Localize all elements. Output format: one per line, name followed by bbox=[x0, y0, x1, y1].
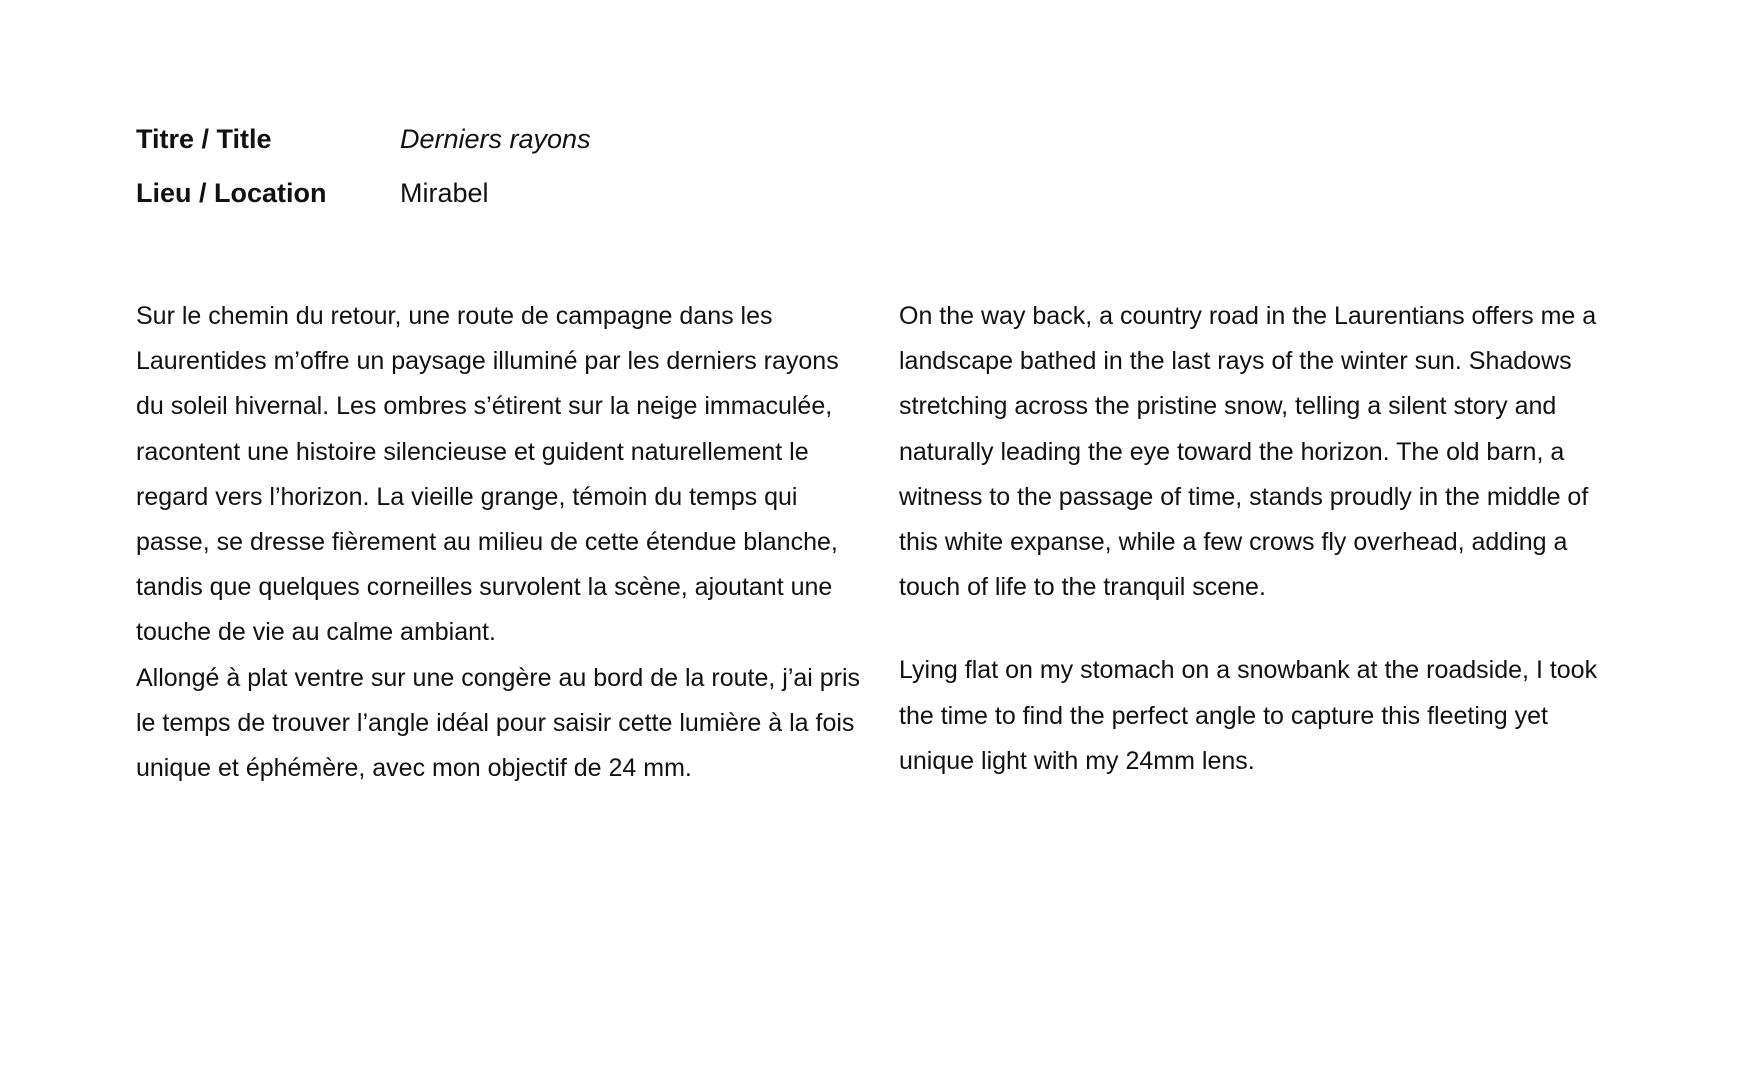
english-paragraph-2: Lying flat on my stomach on a snowbank at the roadside, I took the time to find the perfect angle to capture this fleeting yet unique light with my 24mm lens. bbox=[899, 656, 1598, 775]
french-paragraph-2: Allongé à plat ventre sur une congère au bord de la route, j’ai pris le temps de trouver l’angle idéal pour saisir cette lumière à la fois unique et éphémère, avec mon objectif de 24 mm. bbox=[136, 663, 861, 783]
location-value: Mirabel bbox=[400, 178, 489, 208]
title-label: Titre / Title bbox=[136, 124, 272, 154]
title-value: Derniers rayons bbox=[400, 124, 591, 154]
document-page bbox=[136, 124, 1636, 783]
location-row bbox=[136, 178, 1636, 232]
location-label: Lieu / Location bbox=[136, 178, 327, 208]
english-paragraph-1: On the way back, a country road in the Laurentians offers me a landscape bathed in the last rays of the winter sun. Shadows stretching across the pristine snow, telling a silent story and naturally leading the eye toward the horizon. The old barn, a witness to the passage of time, stands proudly in the middle of this white expanse, while a few crows fly overhead, adding a touch of life to the tranquil scene. bbox=[899, 302, 1597, 602]
french-paragraph-1: Sur le chemin du retour, une route de campagne dans les Laurentides m’offre un paysage illuminé par les derniers rayons du soleil hivernal. Les ombres s’étirent sur la neige immaculée, racontent une histoire silencieuse et guident naturellement le regard vers l’horizon. La vieille grange, témoin du temps qui passe, se dresse fièrement au milieu de cette étendue blanche, tandis que quelques corneilles survolent la scène, ajoutant une touche de vie au calme ambiant. bbox=[136, 302, 839, 647]
metadata-block bbox=[136, 124, 1636, 232]
french-column bbox=[136, 294, 863, 791]
english-column bbox=[899, 294, 1626, 791]
title-row bbox=[136, 124, 1636, 178]
body-columns bbox=[136, 294, 1626, 791]
